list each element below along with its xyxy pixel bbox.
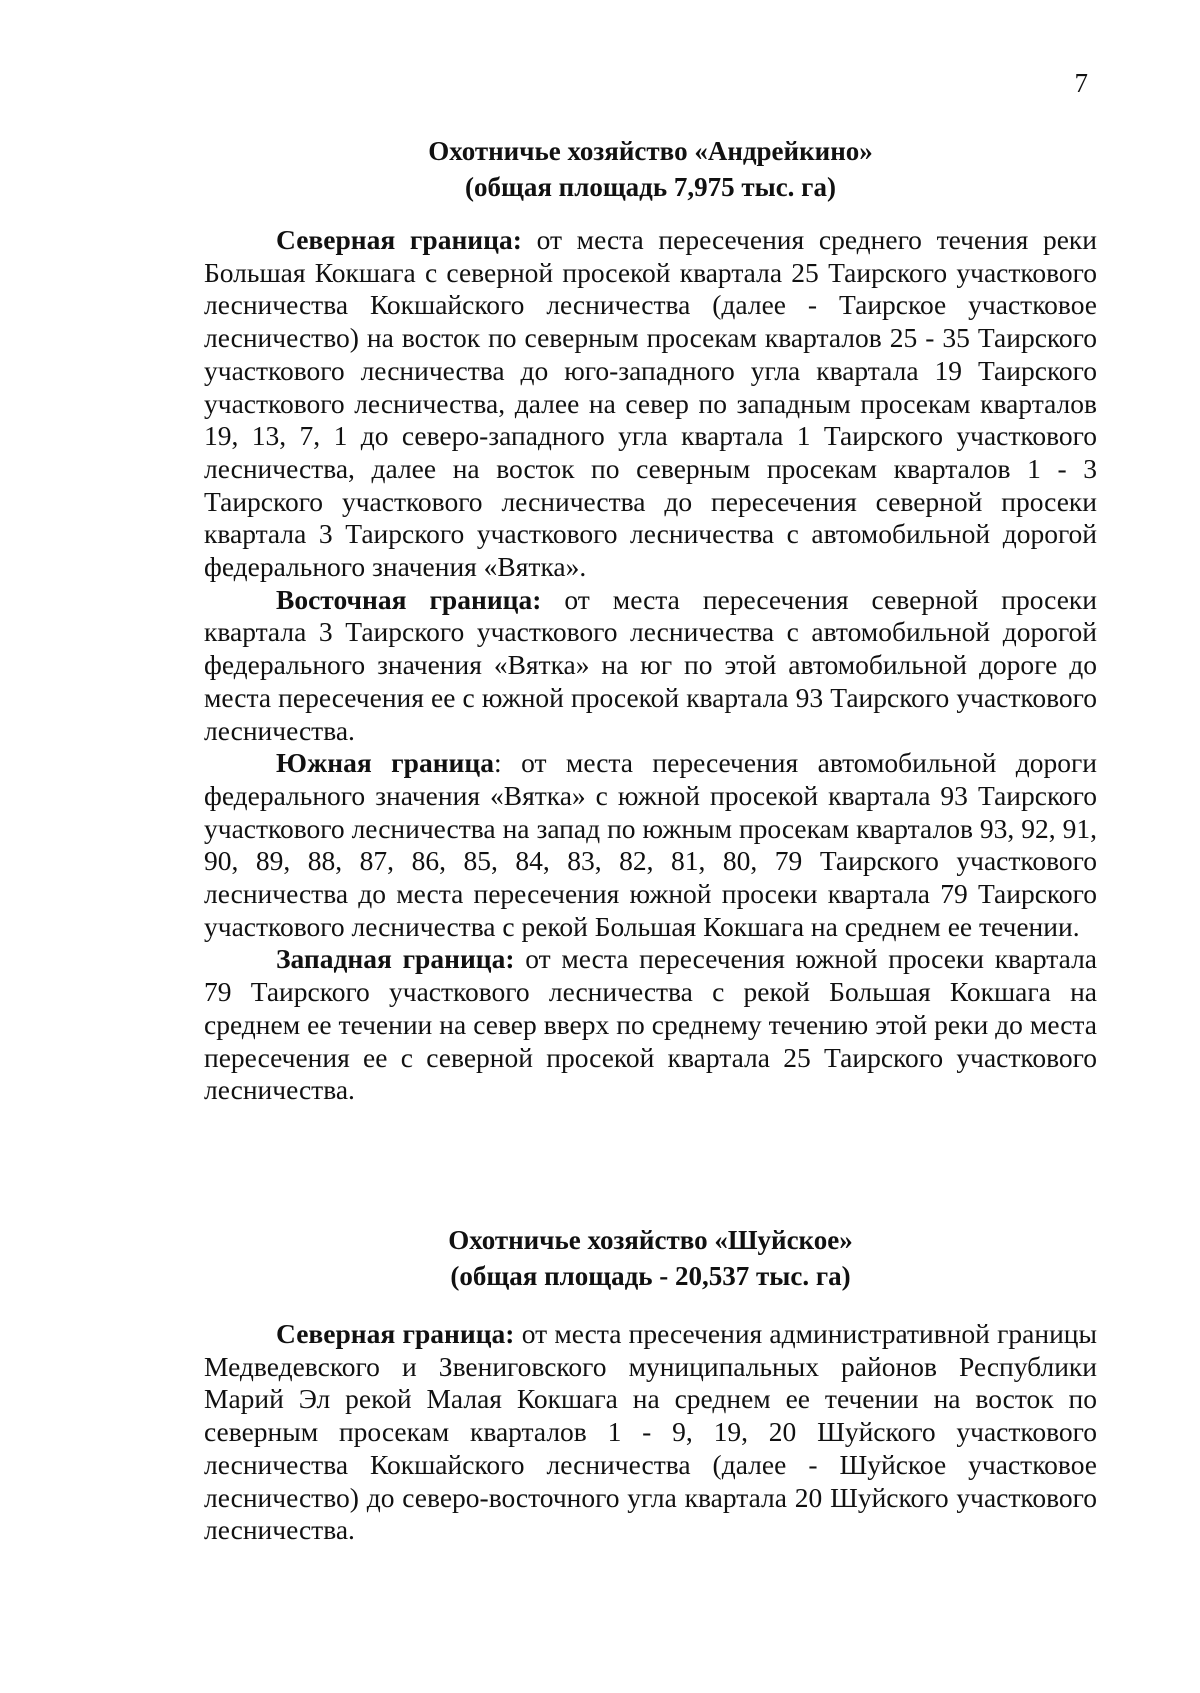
western-border-paragraph	[204, 943, 1097, 1107]
paragraph-label: Северная граница:	[276, 1318, 515, 1349]
paragraph-text: от места пресечения административной границы Медведевского и Звениговского муниципальных районов Республики Марий Эл рекой Малая Кокшага на среднем ее течении на восток по северным просекам кварталов 1 - 9, 19, 20 Шуйского участкового лесничества Кокшайского лесничества (далее - Шуйское участковое лесничество) до северо-восточного угла квартала 20 Шуйского участкового лесничества.	[204, 1318, 1097, 1546]
northern-border-paragraph	[204, 224, 1097, 584]
section-1-heading	[204, 133, 1097, 205]
section-subtitle: (общая площадь 7,975 тыс. га)	[465, 172, 836, 202]
section-subtitle: (общая площадь - 20,537 тыс. га)	[450, 1261, 851, 1291]
paragraph-text: от места пересечения южной просеки квартала 79 Таирского участкового лесничества с рекой Большая Кокшага на среднем ее течении на север вверх по среднему течению этой реки до места пересечения ее с северной просекой квартала 25 Таирского участкового лесничества.	[204, 943, 1097, 1106]
southern-border-paragraph	[204, 747, 1097, 943]
section-title: Охотничье хозяйство «Андрейкино»	[428, 136, 873, 166]
section-2-body	[204, 1318, 1097, 1547]
paragraph-label: Западная граница:	[276, 943, 515, 975]
section-1-body	[204, 224, 1097, 1107]
paragraph-text: : от места пересечения автомобильной дороги федерального значения «Вятка» с южной просекой квартала 93 Таирского участкового лесничества на запад по южным просекам кварталов 93, 92, 91, 90, 89, 88, 87, 86, 85, 84, 83, 82, 81, 80, 79 Таирского участкового лесничества до места пересечения южной просеки квартала 79 Таирского участкового лесничества с рекой Большая Кокшага на среднем ее течении.	[204, 747, 1097, 942]
section-2-heading	[204, 1222, 1097, 1294]
northern-border-paragraph	[204, 1318, 1097, 1547]
paragraph-label: Южная граница	[276, 747, 494, 779]
section-title: Охотничье хозяйство «Шуйское»	[448, 1225, 853, 1255]
paragraph-text: от места пересечения северной просеки квартала 3 Таирского участкового лесничества с автомобильной дорогой федерального значения «Вятка» на юг по этой автомобильной дороге до места пересечения ее с южной просекой квартала 93 Таирского участкового лесничества.	[204, 583, 1097, 746]
paragraph-text: от места пересечения среднего течения реки Большая Кокшага с северной просекой квартала 25 Таирского участкового лесничества Кокшайского лесничества (далее - Таирское участковое лесничество) на восток по северным просекам кварталов 25 - 35 Таирского участкового лесничества до юго-западного угла квартала 19 Таирского участкового лесничества, далее на север по западным просекам кварталов 19, 13, 7, 1 до северо-западного угла квартала 1 Таирского участкового лесничества, далее на восток по северным просекам кварталов 1 - 3 Таирского участкового лесничества до пересечения северной просеки квартала 3 Таирского участкового лесничества с автомобильной дорогой федерального значения «Вятка».	[204, 224, 1097, 583]
paragraph-label: Восточная граница:	[276, 583, 542, 615]
eastern-border-paragraph	[204, 584, 1097, 748]
page-number: 7	[1074, 68, 1088, 98]
paragraph-label: Северная граница:	[276, 224, 522, 255]
